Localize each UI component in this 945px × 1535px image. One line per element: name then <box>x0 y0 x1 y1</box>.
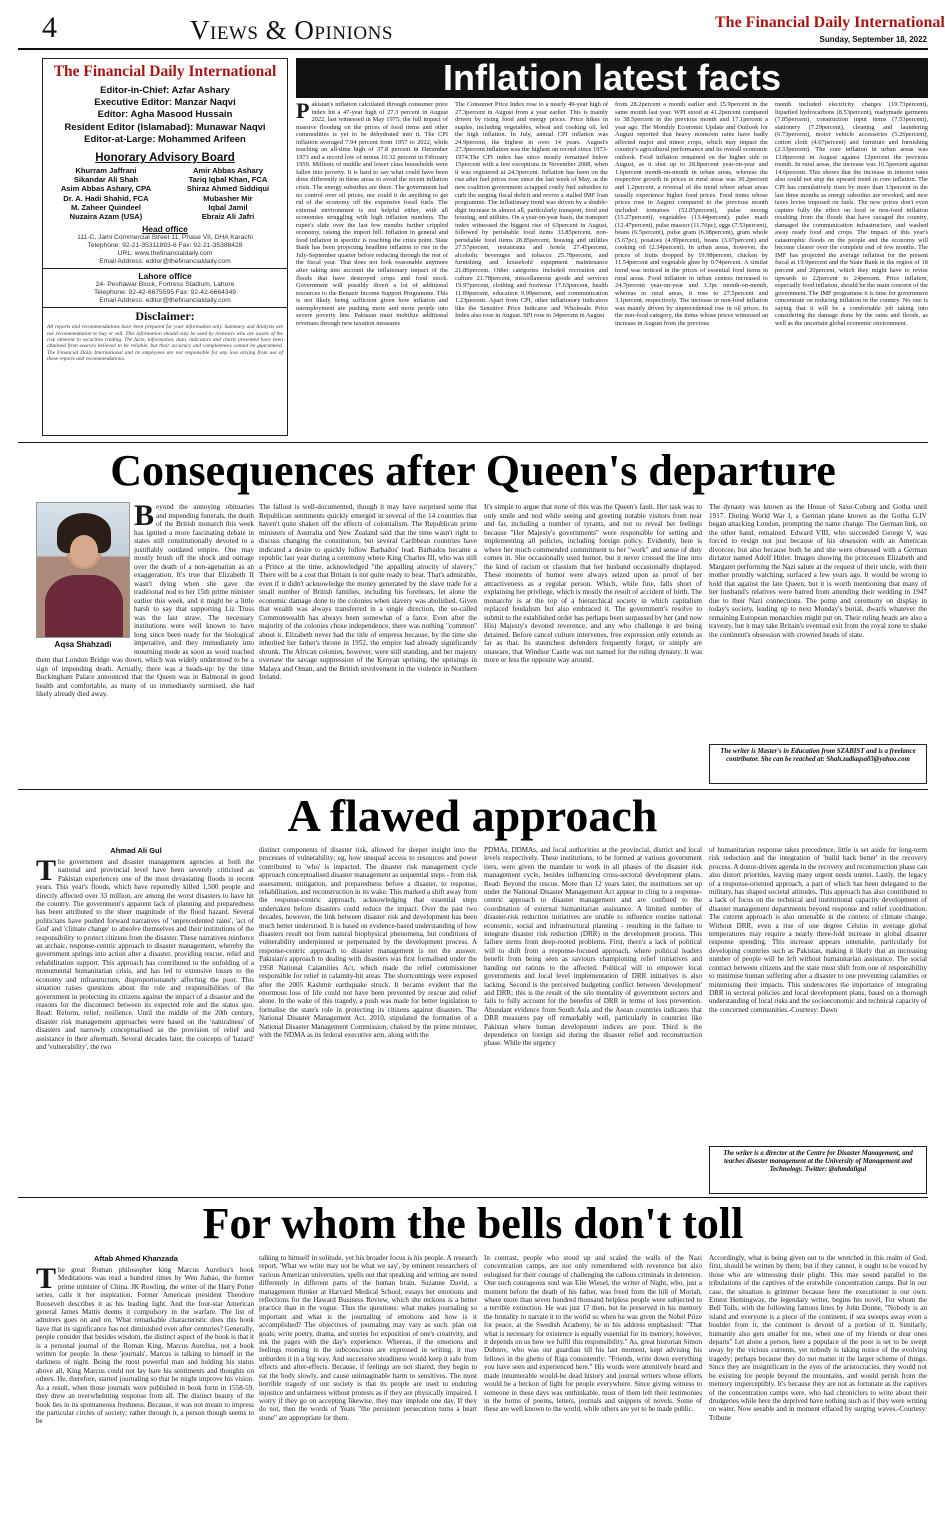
drop-cap: T <box>36 1266 57 1295</box>
column-text: eyond the annoying obituaries and impending funerals, the death of the British monarch this week has ignited a more fascinating debate in states still constitutionally devoted to a justifiably outdated empire. One may mostly brush off the shock and outrage over the death of a non-agenarian as an exaggeration. It's true that Elizabeth II wasn't dying when she gave the traditional nod to her 15th prime minister earlier this week, and it might be a little harsh to say that supporting Liz Truss was the last straw. The necessary institutions were well known to have long since been ready for the biological imperative, and they immediately into mourning mode as soon as word reached them that London Bridge was down, which was widely understood to be a sign of impending death. Actually, there was a heads-up: by the time Buckingham Palace announced that the Queen was in Balmoral in good health and comfortable, as many of us immediately surmised, she had likely already died away. <box>36 503 254 698</box>
page-number: 4 <box>42 11 57 44</box>
queen-headline: Consequences after Queen's departure <box>110 446 836 495</box>
paper-name: The Financial Daily International <box>715 14 945 31</box>
column-text: The Consumer Price Index rose to a nearly 49-year high of 27.3percent in August from a year earlier. This is mainly driven by rising food and energy prices. Price hikes in staples, including vegetables, wheat and cooking oil, led the high inflation. In July, annual CPI inflation was 24.9percent, the highest in over 14 years. August's 27.3percent inflation was the highest on record since 1973-1974.The CPI index has since mostly remained below 15percent with a few exceptions in November 2008, when it was registered at 24.3percent. Inflation has been on the rise after fuel prices rose since the last week of May, as the new coalition government scrapped costly fuel subsidies to curb the surging fiscal deficit and revive a stalled IMF loan programme. The inflationary trend was driven by a double-digit increase in almost all, particularly transport, food and housing, and utilities. On a year-on-year basis, the transport index witnessed the biggest rise of 63percent in August, followed by perishable food items 33.85percent, non-perishable food items 28.85percent, housing and utilities 27.57percent, restaurants and hotels 27.45percent, alcoholic beverages and tobacco 25.78percent, and furnishing and household equipment maintenance 21.86percent. Other categories included recreation and culture 21.78percent, miscellaneous goods and services 19.97percent, clothing and footwear 17.63percent, health 11.89percent, education 9.99percent, and communication 1.23percent. Apart from CPI, other inflationary indicators like the Sensitive Price Indicator and Wholesale Price Index also rose in August. SPI rose to 34percent in August <box>455 101 608 320</box>
bells-column-3 <box>484 1254 702 1528</box>
column-text: In contrast, people who stood up and scaled the walls of the Nazi concentration camps, are not only remembered with reverence but also eulogised for their courage of challenging the callous criminals in detention. One such courageous soul was Elie Wiesel, the writer of Night, who, just a moment before the death of his father, was freed from the hill of Moriah, where more than seven hundred thousand helpless people were subjected to a terrible extinction. He was just 17 then, but he preserved in his memory the brutality to narrate it to the world so when he was given the Nobel Prize for peace, at the Swedish Academy, he in his address emphasised: "That what is necessary for existence is equally essential for its memory, however, it depends on us how we fulfil this responsibility." As, great historian Simon Dubnov, who was our guardian till his last moment, kept advising his fellows in the ghetto of Riga consistently: "Friends, write down everything you have seen and experienced here." His words were attentively heard and made innumerable would-be dead history and journal writers whose efforts would be a beckon of light for people everywhere. Since giving witness to someone in these days was unthinkable, most of them left their testimonies in the forms of poems, letters, journals and snippets of novels. Some of these are well known to the world, while others are yet to be made public. <box>484 1254 702 1414</box>
bells-headline: For whom the bells don't toll <box>202 1199 744 1248</box>
advisor-name: Dr. A. Hadi Shahid, FCA <box>63 193 149 203</box>
flawed-column-3 <box>484 846 702 1194</box>
issue-date: Sunday, September 18, 2022 <box>819 35 927 44</box>
column-text: month included electricity charges (19.73percent), liquefied hydrocarbons (8.53percent), readymade garments (7.85percent), construction input items (7.53percent), stationery (7.29percent), cleaning and laundering (6.73percent), motor vehicle accessories (5.26percent), cotton cloth (4.67percent) and furniture and furnishing (2.33percent). The core inflation in urban areas was 13.8percent in August against 12percent the previous month. In rural areas, the increase was 16.5percent against 14.6percent. This shows that the increase in interest rates also could not stop the upward trend in core inflation. The CPI has cumulatively risen by more than 13percent in the last three months as energy subsidies are revoked, and new taxes levies imposed on fuels. The new prices don't even capture fully the effect on food or non-food inflation resulting from the floods that have ravaged the country, damaged the communication infrastructure, and washed away ready food and crops. The impact of this year's catastrophic floods on the people and the economy will become clearer over the complete end of few months. The IMF has projected the average inflation for the present fiscal at 19.9percent and the State Bank in the region of 18 percent and 20percent, which they might have to revise upwards to 22percent to 24percent. Price inflation, especially food inflation, should be the main concern of the government. The IMF programme it is time for government concentrate on reducing inflation in the country. No one is saying that it will be a comfortable job taking into considering the damage done by the rains and floods, as well as the uncertain global economic environment. <box>775 101 928 327</box>
flawed-column-2 <box>259 846 477 1194</box>
queen-column-4 <box>709 503 927 739</box>
author-name: Aqsa Shahzadi <box>54 640 112 649</box>
flawed-column-4 <box>709 846 927 1140</box>
resident-editor: Resident Editor (Islamabad): Munawar Naqvi <box>64 121 266 133</box>
writer-note: The writer is Master's in Education from SZABIST and is a freelance contributor. She can be reached at: Shah.zadiaqsa03@yahoo.com <box>709 744 927 784</box>
column-text: akistan's inflation calculated through consumer price index hit a 47-year high of 27.3 percent in August 2022, last witnessed in May 1975; the full impact of massive flooding on the prices of food items and other commodities is yet to be dehydrated into it. The CPI inflation averaged 7.94 percent from 1957 to 2022, while reaching an all-time high of 37.8 percent in December 1973 and a record low of minus 10.32 percent in February 1959. Millions of middle and lower class households were fallen into poverty. It is hard to say what could have been done differently in these areas to avoid the recent inflation crisis. The energy subsidies are there. The government had no control over oil prices, nor could it do anything to get rid of the economy off the expensive fossil fuels. The external environment is not helpful either, with all economies struggling with high inflation numbers. The rupee's slide over the last few months further crippled economy, raising the import bill. Inflation in general and food inflation in specific is reaching the crisis point. State Bank has been projecting headline inflation to rise in the July-September quarter before reducing through the rest of the fiscal year. That does not look reasonable anymore after taking into account the inflationary impact of the floods that have destroyed crops and food stock. Government will possibly divert a lot of additional resources to the Benazir Income Support Programme. This is not likely being sufficient given how inflation and unemployment are pushing more and more people into severe poverty line. Pakistan must mobilize additional revenues through new taxation measures <box>296 101 448 327</box>
advisor-name: Shiraz Ahmed Siddiqui <box>186 184 270 194</box>
inflation-column-4 <box>775 101 928 438</box>
author-byline: Aftab Ahmed Khanzada <box>94 1254 178 1263</box>
lahore-office-title: Lahore office <box>138 271 192 282</box>
inflation-column-2 <box>455 101 608 438</box>
queen-column-2 <box>259 503 477 785</box>
advisor-name: Ebraiz Ali Jafri <box>201 212 255 222</box>
column-text: he great Roman philosopher king Marcus Aurelius's book Meditations was read a hundred times by Wen Jiabao, the former prime minister of China. JK Rowling, the writer of the Harry Potter series, calls it her inspiration. Former American president Theodore Roosevelt describes it as his leading light. And the four-star American general James Mattis deems it compulsory in the warfare. The list of admirers goes on and on. What remarkable characteristic does this book have that its significance has not diminished even after centuries? Generally, people consider that besides wisdom, the distinct aspect of the book is that it is a personal journal of the Roman King, Marcus Aurelius, not a book written for people. In these 'journals', Marcus is talking to himself in the darkness of night. Being the most powerful man and holding his status above all, King Marcus could not lay bare his sentiments and thoughts on others. He, therefore, started journaling so that he might improve his vision. As a result, when those journals were published in book form in 1558-59, they drew an overwhelming response from all. The distinct beauty of the book lies in its spontaneous freshness. Because, it was not meant to impress the particular circles of society; rather through it, a person though seems to be <box>36 1266 254 1426</box>
column-text: Accordingly, what is being given out to the wretched in this realm of God, first, should be written by them; but if they cannot, it ought to be voiced by those who are witnessing their plight. This may sound parallel to the tribulations of the captives of the erstwhile concentration camps. But in our case, the situation is grimmer because here the executioner is our own. Ernest Hemingway, the legendary writer, begins his novel, For whom the Bell Tolls, with the following famous lines by John Donne, "Nobody is an island and everyone is a piece of the continent, if sea sweeps away even a boulder from it, the continent is devoid of a portion of it. Similarly, humanity also gets smaller for me, when one of my friends or dear ones departs" Let alone a person, here a populace of the poor is set to be swept away by the vicious currents, yet nobody is taking notice of the evolving tragedy; perhaps because they do not matter in the larger scheme of things. Since they are insignificant in the eyes of the aristocracies, they would not be existing for people beyond the mountains, and would perish from the memory imperceptibly. It's because they are not as fortunate as the captives of the concentration camps were, who had chroniclers to write about their drudgeries while here the deprived have nothing such as if they were writing on water. Now seeable and in moment effaced by surging waves.-Courtesy: Tribune <box>709 1254 927 1422</box>
section-title: Views & Opinions <box>190 15 393 45</box>
drop-cap: T <box>36 858 57 887</box>
column-text: The fallout is well-documented, though it may have surprised some that Republican sentiments quickly emerged in several of the 14 countries that haven't quite shaken off the effects of colonialism. The Republican prime ministers of Australia and New Zealand said that the time wasn't right to discuss changing the constitution, but several Caribbean countries have indicated a desire to quickly follow Barbados' lead. Barbados became a republic last year during a ceremony where King Charles III, who was still a Prince at the time, acknowledged "the appalling atrocity of slavery." There will be a cost that Britain is not quite ready to bear. That's admirable, even if it didn't acknowledge the money generated by the slave trade for a small number of British families, including his forebears, let alone the economic damage done to the colonies when slavery was abolished. Given that wealth was always transferred in a single direction, the so-called Commonwealth has always been somewhat of a farce. Even after the majority of the colonies chose independence, there was nothing "common" about it. Elizabeth never had the title of empress because, by the time she inherited her father's throne in 1952, the empire had already significantly shrunk. The African colonies, however, were still standing, and her majesty oversaw the savage suppression of the Kenyan uprising, the uprisings in Malaya and Oman, and the British involvement in the violence in Northern Ireland. <box>259 503 477 681</box>
column-text: talking to himself in solitude, yet his broader focus is his people. A research report, 'What we write may not be what we say', by eminent researchers of various American universities, spells out that speaking and writing are noted differently in different parts of the human brain. Suzanne David, a management thinker at Harvard Medical School, essays her emotions and reflections for the Haward Business Review, which she reckons is a better practice than in the vogue. Thus the questions: what makes journaling so important and what is the journaling of emotions and how is it accomplished? The objectives of journaling may vary as such: plan out goals; write poetry, drama, and stories for exposition of one's creativity, and ink the pages with the day's experience. Whereas, if the emotions and feelings rooming in the subconscious are expressed in writing, it may unburden it in a big way. And successive steadiness would keep it safe from effects and after-effects. Because, if feelings are not shared, they begin to eat the body slowly, and cause unimaginable harm to sensitives. The most horrible tragedy of our society is that its people are used to enduring injustice and unfairness without protests as if they are physically impaired. I worry if they go on accepting likewise, they may implode one day. If they do not, then the words of Yeats "the persistent persecution turns a heart stone" are appropriate for them. <box>259 1254 477 1422</box>
advisor-name: Nuzaira Azam (USA) <box>69 212 143 222</box>
flawed-column-1 <box>36 858 254 1194</box>
head-office-line: Email Address: editor@thefinancialdaily.com <box>99 258 231 266</box>
advisor-name: M. Zaheer Quindeel <box>70 202 141 212</box>
column-text: distinct components of disaster risk, allowed for deeper insight into the processes of vulnerability; eg, how unequal access to resources and power contributed to 'who' is impacted. The disaster risk management cycle approach conceptualised disaster management as sequential steps - from risk assessment, mitigation, and preparedness before a disaster, to response, rehabilitation, and reconstruction in its wake. This marked a shift away from the response-centric approach, acknowledging that essential steps undertaken before disasters could reduce the impact. Over the past two decades, however, the link between disaster risk and development has been much better understood. It is based on evidence-based understanding of how disasters result not from natural biophysical phenomena, but conditions of vulnerability underpinned or perpetuated by the development process. A response-centric approach to disaster management is not the answer. Pakistan's approach to dealing with disasters was first formalised under the 1958 National Calamities Act, which made the relief commissioner responsible for relief in calamity-hit areas. The shortcomings were exposed after the 2005 Kashmir earthquake struck. It became evident that the enormous loss of life could not have been prevented by rescue and relief alone. In the wake of this tragedy, a push was made for better legislation to formalise the state's role in protecting its citizens against disasters. The National Disaster Management Act, 2010, stipulated the formation of a National Disaster Management Commission, chaired by the prime minister, with the NDMA as its federal executive arm, along with the <box>259 846 477 1039</box>
bells-column-1 <box>36 1266 254 1528</box>
column-text: The dynasty was known as the House of Saxe-Coburg and Gotha until 1917. During World War I, a German plane known as the Gotha G.IV began attacking London, prompting the name change. The German link, on the other hand, remained. Edward VIII, who succeeded George V, was forced to resign not just because of his obsession with an American divorcee, but also because both he and she were obsessed with a German dictator named Adolf Hitler. Images showing the princesses Elizabeth and Margaret performing the Nazi salute at the request of their uncle, with their mother proudly watching, surfaced a few years ago. It would be wrong to hold that against the late Queen, but it is worth mentioning that many of her husband's relatives were barred from attending their wedding in 1947 due to their Nazi connections. The pomp and ceremony on display in today's society, leading up to next Monday's burial, dwarfs whatever the remaining European monarchies might put on. Their ruling heads are also a travesty, but it may take Britain's eventual exit from the royal zone to shake the continent's obsession with crowned heads of state. <box>709 503 927 639</box>
bells-column-4 <box>709 1254 927 1528</box>
queen-column-3 <box>484 503 702 785</box>
bells-column-2 <box>259 1254 477 1528</box>
inflation-column-1 <box>296 101 448 438</box>
flawed-headline: A flawed approach <box>287 790 658 841</box>
disclaimer-title: Disclaimer: <box>135 309 195 324</box>
drop-cap: B <box>134 503 155 532</box>
advisor-name: Iqbal Jamil <box>208 202 248 212</box>
editor-at-large: Editor-at-Large: Mohammed Arifeen <box>84 133 246 145</box>
inflation-column-3 <box>615 101 768 438</box>
advisor-name: Khurram Jaffrani <box>75 166 137 176</box>
drop-cap: P <box>296 101 310 123</box>
column-text: PDMAs, DDMAs, and local authorities at the provincial, district and local levels respectively. These institutions, to be formed at various government tiers, were given the mandate to work in all phases of the disaster risk management cycle, besides influencing cross-sectoral development plans. Read: Beyond the rescue. More than 12 years later, the institutions set up under the National Disaster Management Act appear to cling to a response-centric approach to disaster management and are confined to the coordination of external humanitarian assistance. A limited number of disaster-risk reduction initiatives are unable to influence routine national economic, social and infrastructural planning - resulting in the failure to integrate disaster risk reduction (DRR) in the development process. This failure stems from deep-rooted problems. First, there's a lack of political will to shift from a response-focused approach, where political leaders benefit from being seen as saviours championing relief initiatives and handing out rations to the affected. Political will to empower local governments and local level implementation of DRR initiatives is also lacking. Second is the perceived budgeting conflict between 'development' and DRR; this is the result of the silo mentality of government sectors and fails to fully account for the benefits of DRR in terms of loss prevention. Abundant evidence from South Asia and the Asean countries indicates that DRR measures pay off remarkably well, particularly in countries like Pakistan where human development indices are poor. Third is the dependence on foreign aid during the disaster relief and reconstruction phase. While the urgency <box>484 846 702 1048</box>
head-office-line: Telephone: 92-21-35311893-6 Fax: 92-21-35388428 <box>87 242 243 250</box>
head-office-title: Head office <box>142 224 188 235</box>
masthead-logo: The Financial Daily International <box>53 63 277 80</box>
lahore-office-line: 24- Peshawar Block, Fortress Stadium, Lahore <box>95 281 235 289</box>
lahore-office-line: Telephone: 92-42-6675595 Fax: 92-42-6664349 <box>93 289 237 297</box>
disclaimer-text: All reports and recommendations have been prepared for your information only. Summary and Analysis are not recommendation to buy or sell. This information should only be used by investors who are aware of the risk inherent in securities trading. The facts, information, data, indicators and charts presented have been obtained from sources believed to be reliable, but their accuracy and completeness cannot be guaranteed. The Financial Daily International and its employees are not responsible for any loss arising from use of these reports and recommendations. <box>47 324 283 363</box>
column-text: he government and disaster management agencies at both the national and provincial level have been severely criticised as Pakistan experiences one of the most devastating floods in recent years. This year's floods, which have reportedly killed 1,500 people and directly affected over 33 million, are among the worst disasters to have hit the country. The government's apparent lack of planning and preparedness has been attributed to the sheer magnitude of the flood hazard. Several politicians have pushed forward narratives of 'unprecedented rains', 'act of God' and 'climate change' to absolve themselves and their institutions of the responsibility to protect citizens from the disaster. These narratives reinforce an archaic, response-centric approach to disaster management, whereby the government springs into action after a disaster, providing rescue, relief and rehabilitation support. This approach has contributed to the unfolding of a monumental humanitarian crisis, and has led to extensive losses to the economy and infrastructure, disproportionately affecting the poor. This situation raises questions about the role and responsibilities of the government in protecting its citizens against the impact of a disaster and the reasons for the disconnect between its expected role and the status quo. Read: Reform, relief, resilience. Until the middle of the 20th century, disaster risk management approaches were based on the 'naturalness' of disasters and narrowly conceptualised as the provision of relief and assistance in their aftermath. Several decades later, the concepts of 'hazard' and 'vulnerability', the two <box>36 858 254 1051</box>
section-rule <box>18 442 928 443</box>
masthead-box <box>42 58 288 436</box>
inflation-headline: Inflation latest facts <box>442 57 782 98</box>
advisor-name: Mubasher Mir <box>203 193 253 203</box>
advisory-title: Honorary Advisory Board <box>95 152 235 165</box>
editor-in-chief: Editor-in-Chief: Azfar Ashary <box>100 85 230 96</box>
head-office-line: URL: www.thefinancialdaily.com <box>117 250 213 258</box>
writer-note: The writer is a director at the Centre for Disaster Management, and teaches disaster management at the University of Management and Technology. Twitter: @ahmdaligul <box>709 1146 927 1194</box>
head-office-line: 111-C, Jami Commercial Street 11, Phase VII, DHA Karachi <box>77 234 253 242</box>
advisor-name: Asim Abbas Ashary, CPA <box>60 184 152 194</box>
author-byline: Ahmad Ali Gul <box>110 846 162 855</box>
editor: Editor: Agha Masood Hussain <box>97 109 233 121</box>
advisor-name: Amir Abbas Ashary <box>193 166 263 176</box>
lahore-office-line: Email Address: editor@thefinancialdaily.com <box>99 297 231 305</box>
column-text: It's simple to argue that none of this was the Queen's fault. Her task was to only smile and nod while seeing and greeting notable visitors from near and far, including a number of tyrants, and not to reveal her feelings because "Her Majesty's governments" were responsible for setting and implementing all policies, including foreign policy. Evidently, here is where her much commended commitment to her "work" and sense of duty comes in. She occasionally used humor, but it never crossed the line into the kind of racism or classism that her husband occasionally displayed. These moments of humor were always seized upon as proof of her attractiveness as a regular person. Which, while fine, falls short of explaining her privilege, which is mostly the result of accident of birth. The monarchy is at the top of a hierarchical society in which capitalism replaced feudalism but also embraced it. The government's resolve to submit to the established order has perhaps been surpassed by her (and now His) Majesty's devoted reverence, and any who challenge it are being detained. Before cancel culture intervenes, free expression only extends as far as that. Its staunchest defenders frequently forget, or simply are unaware, that Windsor Castle was not named for the ruling dynasty. It was more or less the opposite way around. <box>484 503 702 664</box>
header-rule <box>18 48 928 50</box>
column-text: from 28.2percent a month earlier and 15.9percent in the same month last year. WPI stood at 41.2percent compared to 38.5percent in the previous month and 17.1percent a year ago. The Monthly Economic Update and Outlook for August reported that heavy monsoon rains have badly affected major and minor crops, which may impact the country's agricultural performance and its overall economic outlook. Food inflation remained on the higher side in August, as it shot up to 28.8percent year-on-year and 1.6percent month-on-month in urban areas, whereas the respective growth in prices in rural areas was 30.2percent and 1.2percent, a reversal of the trend where urban areas usually experience higher food prices. Food items whose prices rose in August compared to the previous month included tomatoes (52.85percent), pulse moong (15.27percent), vegetables (13.44percent), pulse mash (12.47percent), pulse masoor (11.76pc), eggs (7.53percent), beans (6.5percent), pulse gram (6.08percent), gram whole (5.67pc), potatoes (4.99percent), beans (3.07percent) and cooking oil (2.34percent). In urban areas, however, the prices of fruits dropped by 19.98percent, chicken by 11.54percent and vegetable ghee by 0.74percent. A similar trend was noticed in the prices of essential food items in rural areas. Food inflation in urban centres increased to 24.7percent year-on-year and 3.3pc month-on-month, whereas in rural areas, it rose to 27.5percent and 3.1percent, respectively. The increase in non-food inflation was mainly driven by unprecedented rise in oil prices. In the non-food category, the items whose prices witnessed an increase in August from the previous <box>615 101 768 327</box>
column-text: of humanitarian response takes precedence, little is set aside for long-term risk reduction and the integration of 'build back better' in the recovery process. A donor-driven agenda in the recovery and reconstruction phase can also distort priorities, leaving many urgent needs unmet. Lastly, the legacy of a response-oriented approach, a part of which has been delegated to the military, has shaped societal attitudes. This approach has also contributed to a lack of focus on the technical and institutional capacity development of disaster management departments beyond response and relief coordination. The current approach is also untenable in the context of climate change. Without DRR, even a rise of one degree Celsius in average global temperatures may require a nearly three-fold increase in global disaster response spending. This increase appears untenable, particularly for developing countries such as Pakistan, making it likely that an increasing number of people will be left without humanitarian assistance. The social contract between citizens and the state must shift from one of responsibility to minimise human suffering after a disaster to one preventing calamities or minimising their impacts. This underscores the importance of integrating DRR in sectoral policies and local development plans, based on a thorough understanding of local risks and the socioeconomic and technical capacity of the concerned communities.-Courtesy: Dawn <box>709 846 927 1014</box>
advisor-name: Sikandar Ali Shah <box>73 175 139 185</box>
queen-column-1 <box>36 503 254 785</box>
executive-editor: Executive Editor: Manzar Naqvi <box>94 97 236 109</box>
advisor-name: Tariq Iqbal Khan, FCA <box>188 175 268 185</box>
